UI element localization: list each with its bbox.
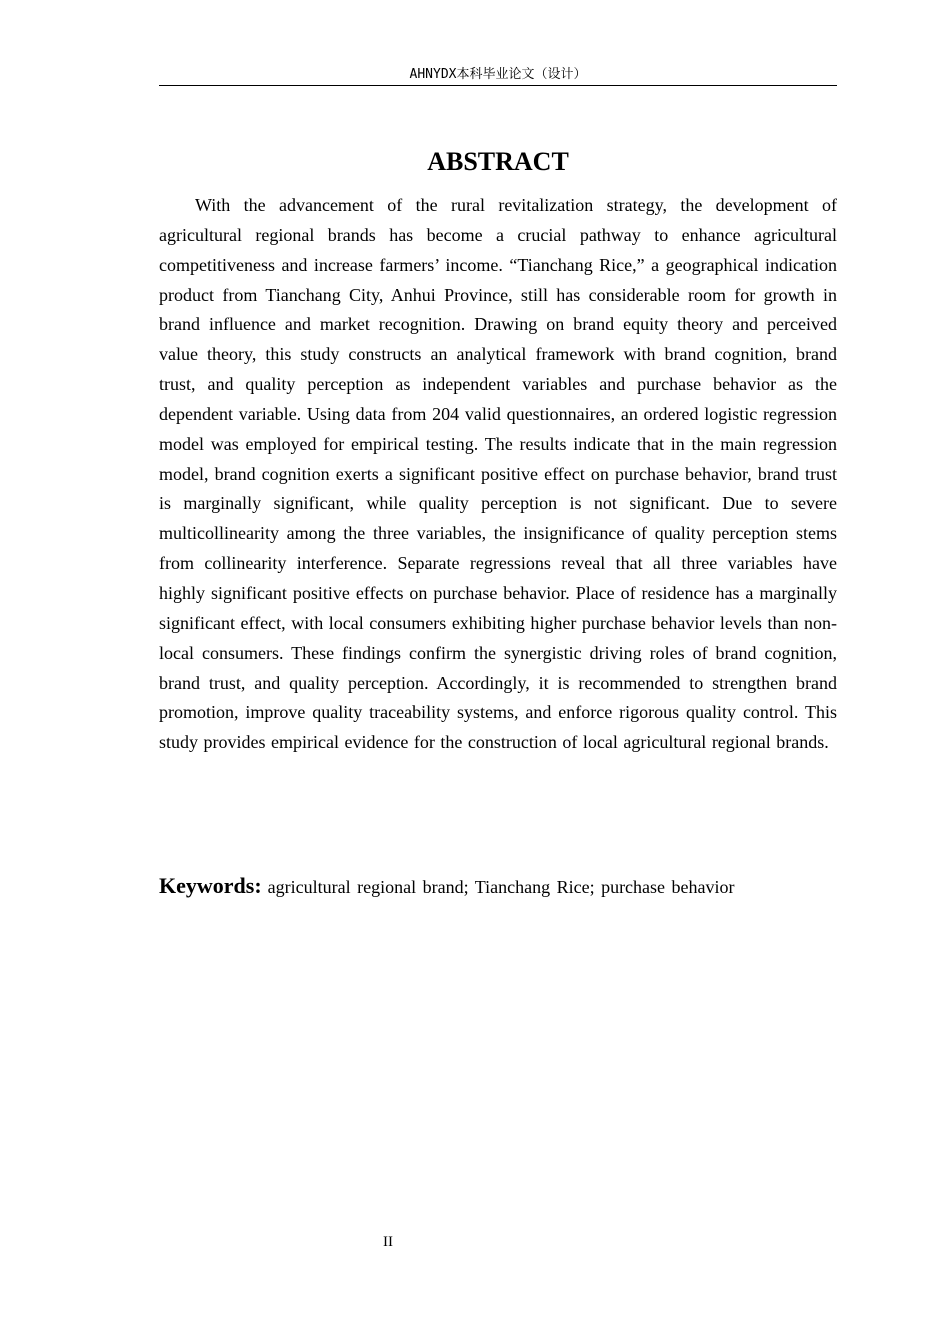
keywords-line [159, 870, 837, 903]
header-divider [159, 85, 837, 86]
abstract-body: With the advancement of the rural revitalization strategy, the development of agricultural regional brands has become a crucial pathway to enhance agricultural competitiveness and increase farmers’ income. “Tianchang Rice,” a geographical indication product from Tianchang City, Anhui Province, still has considerable room for growth in brand influence and market recognition. Drawing on brand equity theory and perceived value theory, this study constructs an analytical framework with brand cognition, brand trust, and quality perception as independent variables and purchase behavior as the dependent variable. Using data from 204 valid questionnaires, an ordered logistic regression model was employed for empirical testing. The results indicate that in the main regression model, brand cognition exerts a significant positive effect on purchase behavior, brand trust is marginally significant, while quality perception is not significant. Due to severe multicollinearity among the three variables, the insignificance of quality perception stems from collinearity interference. Separate regressions reveal that all three variables have highly significant positive effects on purchase behavior. Place of residence has a marginally significant effect, with local consumers exhibiting higher purchase behavior levels than non-local consumers. These findings confirm the synergistic driving roles of brand cognition, brand trust, and quality perception. Accordingly, it is recommended to strengthen brand promotion, improve quality traceability systems, and enforce rigorous quality control. This study provides empirical evidence for the construction of local agricultural regional brands. [159, 195, 837, 753]
abstract-title: ABSTRACT [427, 147, 569, 176]
keywords-text: agricultural regional brand; Tianchang Rice; purchase behavior [267, 877, 735, 897]
keywords-label: Keywords: [159, 873, 262, 898]
page-number: II [383, 1234, 393, 1250]
running-header: AHNYDX本科毕业论文（设计） [409, 67, 587, 82]
